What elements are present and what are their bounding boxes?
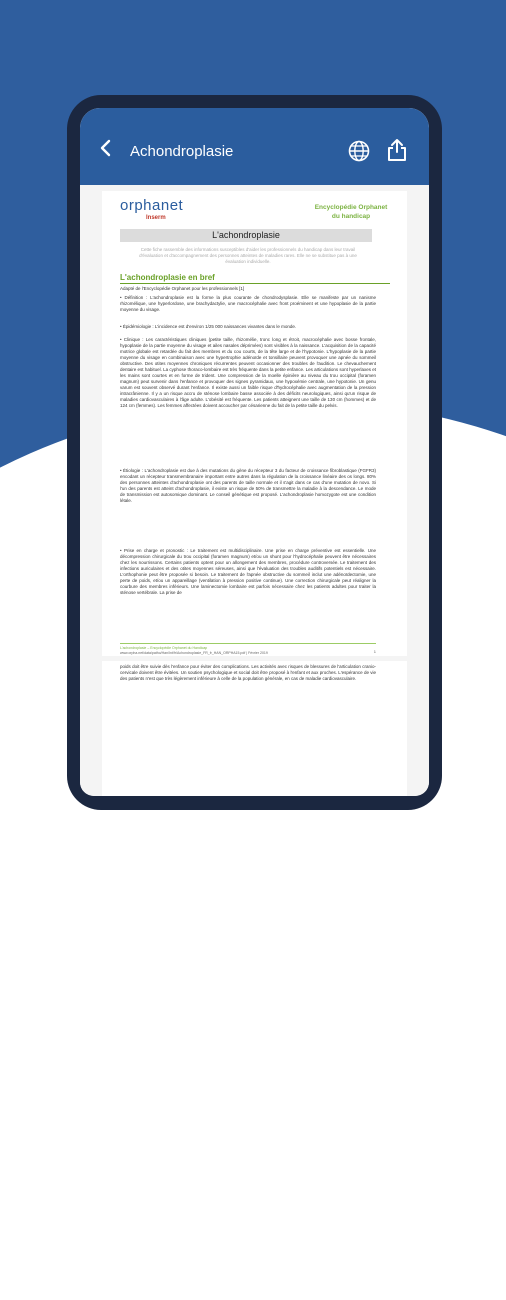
paragraph-management: • Prise en charge et pronostic : Le traitement est multidisciplinaire. Une prise en charge préventive est essentielle. Une décompression chirurgicale du trou occipital (foramen magnum) et/ou un shunt pour l'hydrocéphalie peuvent être nécessaires chez les nourrissons. Certains patients optent pour un allongement des membres, procédure controversée. Le traitement des infections auriculaires et des otites moyennes séreuses, ainsi que l'évaluation des troubles auditifs potentiels est nécessaire. L'orthophonie peut être proposée si besoin. Le traitement de l'apnée obstructive du sommeil inclut une adénoïdectomie, une perte de poids, et/ou un appareillage (ventilation à pression positive continue). Une correction chirurgicale peut réaligner la courbure des membres inférieurs. Une laminectomie lombaire est parfois nécessaire chez les patients adultes pour traiter la sténose vertébrale. La prise de	[120, 548, 376, 595]
app-bar	[80, 108, 429, 185]
document-title: L'achondroplasie	[120, 229, 372, 242]
footer-title: L'achondroplasie – Encyclopédie Orphanet du Handicap	[120, 646, 208, 650]
orphanet-logo: orphanet	[120, 197, 184, 214]
globe-icon[interactable]	[348, 140, 370, 162]
page-number: 1	[373, 649, 376, 654]
document-intro: Cette fiche rassemble des informations susceptibles d'aider les professionnels du handicap dans leur travail d'évaluation et d'accompagnement des personnes atteintes de maladies rares. Elle ne se substitue pas à une évaluation individuelle.	[139, 247, 357, 264]
pdf-page-2	[102, 661, 407, 796]
paragraph-etiology: • Étiologie : L'achondroplasie est due à des mutations du gène du récepteur 3 du facteur de croissance fibroblastique (FGFR3) encodant un récepteur transmembranaire important entre autres dans la régulation de la croissance linéaire des os longs. 80% des personnes atteintes d'achondroplasie ont des parents de taille normale et il s'agit dans ce cas d'une mutation de novo. Si l'un des parents est atteint d'achondroplasie, il existe un risque de 50% de transmettre la maladie à la descendance. Le mode de transmission est autosomique dominant. Le conseil génétique est proposé. L'achondroplasie homozygote est une condition létale.	[120, 468, 376, 503]
paragraph-clinical: • Clinique : Les caractéristiques cliniques (petite taille, rhizomélie, tronc long et étroit, macrocéphalie avec bosse frontale, hypoplasie de la partie moyenne du visage et ailes nasales déprimées) sont visibles à la naissance. L'acquisition de la capacité motrice globale est retardée du fait des membres et du cou courts, de la tête large et de l'hypotonie. L'hypoplasie de la partie moyenne du visage en combinaison avec une hypertrophie adénoïde et tonsillaire peuvent provoquer une apnée du sommeil obstructive. Des otites moyennes chroniques récurrentes peuvent occasionner des troubles de l'audition. Le chevauchement dentaire est habituel. La cyphose thoraco-lombaire est très fréquente dans la petite enfance. Les articulations sont hyperlaxes et les mains sont courtes et en forme de trident. Une compression de la moelle épinière au niveau du trou occipital (foramen magnum) peut survenir dans l'enfance et provoquer des signes pyramidaux, une hypoxémie centrale, une hypotonie. Un genu varum est souvent observé durant l'enfance. Il existe aussi un faible risque d'hydrocéphalie avec augmentation de la pression intracrânienne. Il y a un risque accru de sténose lombaire basse associée à des déficits neurologiques, ainsi qu'un risque de maladies cardiovasculaires à l'âge adulte. L'obésité est fréquente. Les patients atteignent une taille de 130 cm (hommes) et de 124 cm (femmes). Les femmes affectées doivent accoucher par césarienne du fait de la petite taille du pelvis.	[120, 337, 376, 408]
pdf-viewer[interactable]	[80, 185, 429, 796]
page2-paragraph: poids doit être suivie dès l'enfance pour éviter des complications. Les activités avec risques de blessures de l'articulation cranio-cervicale doivent être évitées. Un soutien psychologique et social doit être proposé à l'enfant et aux proches. L'espérance de vie des patients n'est que très légèrement inférieure à celle de la population générale, en cas de maladie cardiovasculaire.	[120, 664, 376, 681]
footer-divider	[120, 643, 376, 644]
pdf-page-1	[102, 191, 407, 656]
paragraph-definition: • Définition : L'achondroplasie est la forme la plus courante de chondrodysplasie. Elle se manifeste par un nanisme rhizomélique, une hyperlordose, une brachydactylie, une macrocéphalie avec front proéminent et une hypoplasie de la partie moyenne du visage.	[120, 295, 376, 312]
share-icon[interactable]	[386, 138, 408, 162]
app-title: Achondroplasie	[130, 143, 234, 160]
adapted-note: Adapté de l'Encyclopédie Orphanet pour les professionnels [1]	[120, 286, 245, 291]
heading-underline	[120, 283, 390, 284]
encyclopedia-label: Encyclopédie Orphanet du handicap	[314, 204, 388, 220]
inserm-logo: Inserm	[146, 215, 166, 221]
back-chevron-icon[interactable]	[96, 138, 116, 158]
footer-url: www.orpha.net/data/patho/Han/Int/fr/Achondroplasie_FR_fr_HAN_ORPHA15.pdf | Février 2019	[120, 651, 268, 655]
section-heading: L'achondroplasie en bref	[120, 273, 215, 282]
paragraph-epidemiology: • Épidémiologie : L'incidence est d'environ 1/25 000 naissances vivantes dans le monde.	[120, 324, 297, 329]
phone-screen	[80, 108, 429, 796]
